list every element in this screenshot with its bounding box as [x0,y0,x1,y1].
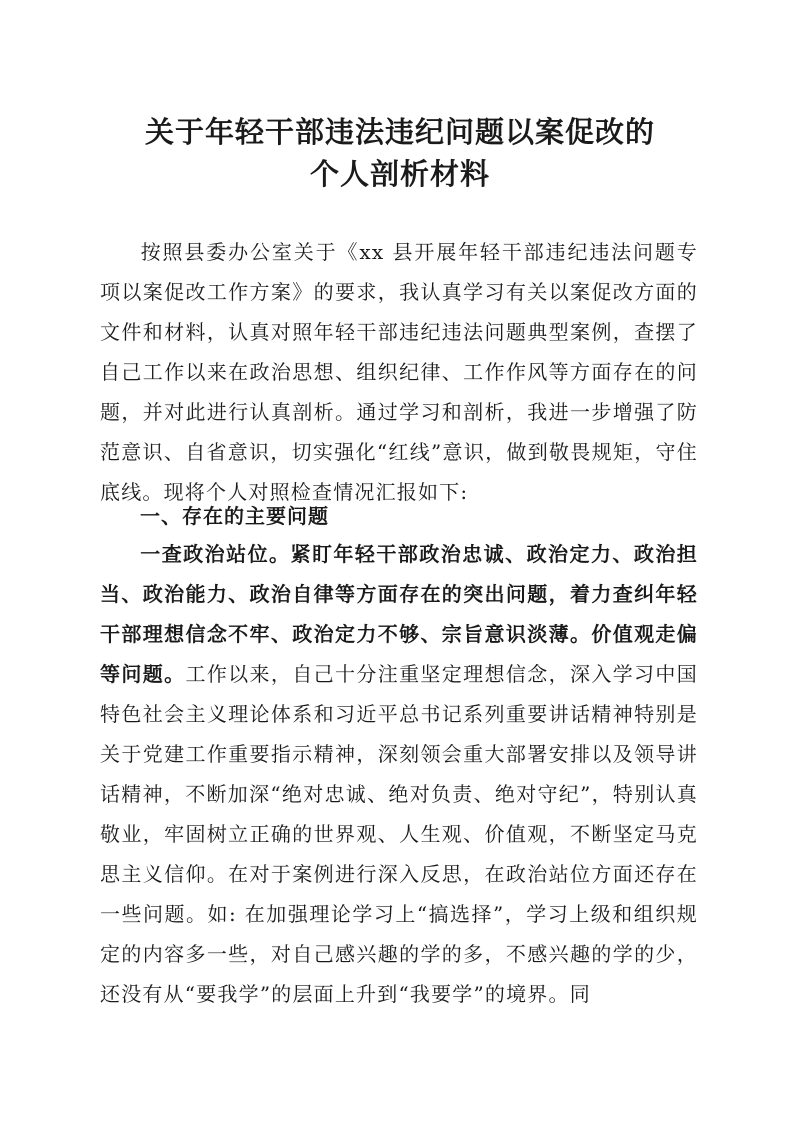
document-title-line-2: 个人剖析材料 [309,157,490,191]
intro-paragraph [100,232,698,512]
political-stance-lead: 一查政治站位。紧盯年轻干部政治忠诚、政治定力、政治担当、政治能力、政治自律等方面存在的突出问题，着力查纠年轻干部理想信念不牢、政治定力不够、宗旨意识淡薄。价值观走偏等问题。 [100,542,698,686]
intro-paragraph-text: 按照县委办公室关于《xx 县开展年轻干部违纪违法问题专项以案促改工作方案》的要求，我认真学习有关以案促改方面的文件和材料，认真对照年轻干部违纪违法问题典型案例，查摆了自己工作以来在政治思想、组织纪律、工作作风等方面存在的问题，并对此进行认真剖析。通过学习和剖析，我进一步增强了防范意识、自省意识，切实强化“红线”意识，做到敬畏规矩，守住底线。现将个人对照检查情况汇报如下: [100,240,698,504]
section-heading-main-problems: 一、存在的主要问题 [140,504,329,528]
political-stance-body: 工作以来，自己十分注重坚定理想信念，深入学习中国特色社会主义理论体系和习近平总书记系列重要讲话精神特别是关于党建工作重要指示精神，深刻领会重大部署安排以及领导讲话精神，不断加深“绝对忠诚、绝对负责、绝对守纪”，特别认真敬业，牢固树立正确的世界观、人生观、价值观，不断坚定马克思主义信仰。在对于案例进行深入反思，在政治站位方面还存在一些问题。如: 在加强理论学习上“搞选择”，学习上级和组织规定的内容多一些，对自己感兴趣的学的多，不感兴趣的学的少，还没有从“要我学”的层面上升到“我要学”的境界。同 [100,662,698,1006]
document-title-line-1: 关于年轻干部违法违纪问题以案促改的 [144,115,655,149]
political-stance-paragraph [100,534,698,1014]
